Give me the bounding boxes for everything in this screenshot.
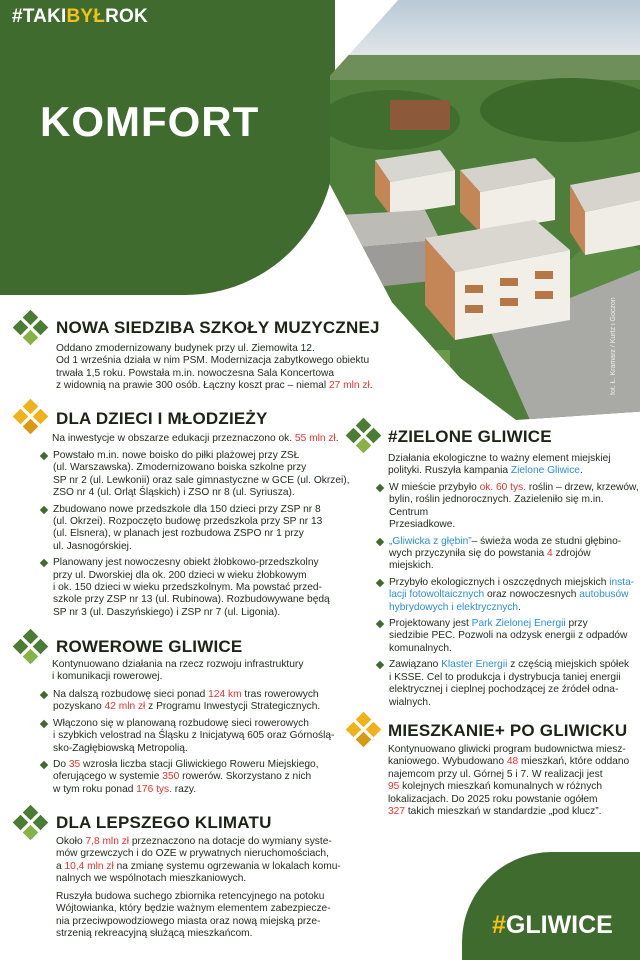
list-item: Na dalszą rozbudowę sieci ponad 124 km tras rowerowych pozyskano 42 mln zł z Programu Inwestycji Strategicznych.	[40, 689, 360, 714]
list-item: Zawiązano Klaster Energii z częścią miejskich spółek i KSSE. Cel to produkcja i dystrybucja taniej energii elektrycznej i cieplnej pochodzącej ze źródeł odna- wialnych.	[376, 659, 640, 709]
diamond-cluster-icon	[14, 400, 48, 434]
list-rowerowe	[40, 689, 360, 800]
list-item: Przybyło ekologicznych i oszczędnych miejskich insta- lacji fotowoltaicznych oraz nowoczesnych autobusów hybrydowych i elektrycznych.	[376, 577, 640, 614]
heading-zielone-gliwice: #ZIELONE GLIWICE	[388, 427, 552, 446]
hashtag-gliwice: #GLIWICE	[492, 911, 613, 939]
text-mieszkanie: Kontynuowano gliwicki program budownictwa miesz- kaniowego. Wybudowano 48 mieszkań, które oddano najemcom przy ul. Górnej 5 i 7. W realizacji jest 95 kolejnych mieszkań komunalnych w różnych lokalizacjach. Do 2025 roku powstanie ogółem 327 takich mieszkań w standardzie „pod klucz”.	[388, 744, 630, 818]
footer-panel	[462, 852, 640, 960]
heading-dzieci-mlodziez: DLA DZIECI I MŁODZIEŻY	[56, 409, 268, 428]
list-item: Włączono się w planowaną rozbudowę sieci rowerowych i szybkich velostrad na Śląsku z Inicjatywą 605 oraz Górnoślą- sko-Zagłębiowską Metropolią.	[40, 718, 360, 755]
list-item: W mieście przybyło ok. 60 tys. roślin – drzew, krzewów, bylin, roślin jednorocznych. Zazieleniło się m.in. Centrum Przesiadkowe.	[376, 482, 640, 532]
list-item: Do 35 wzrosła liczba stacji Gliwickiego Roweru Miejskiego, oferującego w systemie 350 rowerów. Skorzystano z nich w tym roku ponad 176 tys. razy.	[40, 759, 360, 796]
list-item: Planowany jest nowoczesny obiekt żłobkowo-przedszkolny przy ul. Dworskiej dla ok. 200 dzieci w wieku żłobkowym i ok. 150 dzieci w wieku przedszkolnym. Ma powstać przed- szkole przy ZSP nr 13 (ul. Rubinowa). Rozbudowywane będą SP nr 3 (ul. Daszyńskiego) i ZSP nr 7 (ul. Ligonia).	[40, 557, 360, 619]
list-dzieci	[40, 450, 360, 623]
diamond-cluster-icon	[14, 806, 48, 840]
list-item: Projektowany jest Park Zielonej Energii przy siedzibie PEC. Pozwoli na odzysk energii z odpadów komunalnych.	[376, 618, 640, 655]
photo-credit: fot. Ł. Kramarz / Kurtz i Goczon	[610, 297, 617, 395]
hashtag-taki-byl-rok: #TAKIBYŁROK	[12, 6, 148, 27]
diamond-cluster-icon	[14, 311, 48, 345]
header-panel	[0, 0, 335, 295]
text-klimat-p1: Około 7,8 mln zł przeznaczono na dotacje do wymiany syste- mów grzewczych i do OZE w prywatnych nieruchomościach, a 10,4 mln zł na zmianę systemu ogrzewania w lokalach komu- nalnych we wspólnotach mieszkaniowych.	[56, 836, 341, 885]
diamond-cluster-icon	[14, 630, 48, 664]
text-zielone-intro: Działania ekologiczne to ważny element miejskiej polityki. Ruszyła kampania Zielone Gliwice.	[388, 453, 611, 477]
diamond-cluster-icon	[347, 713, 381, 747]
text-rowerowe-intro: Kontynuowano działania na rzecz rozwoju infrastruktury i komunikacji rowerowej.	[52, 659, 304, 683]
heading-szkola-muzyczna: NOWA SIEDZIBA SZKOŁY MUZYCZNEJ	[56, 318, 380, 337]
list-item: Powstało m.in. nowe boisko do piłki plażowej przy ZSŁ (ul. Warszawska). Zmodernizowano boiska szkolne przy SP nr 2 (ul. Lewkonii) oraz sale gimnastyczne w GCE (ul. Okrzei), ZSO nr 4 (ul. Orląt Śląskich) i ZSO nr 8 (ul. Syriusza).	[40, 450, 360, 500]
list-item: Zbudowano nowe przedszkole dla 150 dzieci przy ZSP nr 8 (ul. Okrzei). Rozpoczęto budowę przedszkola przy SP nr 13 (ul. Elsnera), w planach jest rozbudowa ZSPO nr 1 przy ul. Jasnogórskiej.	[40, 504, 360, 554]
page-title: KOMFORT	[40, 98, 260, 145]
diamond-cluster-icon	[347, 419, 381, 453]
heading-rowerowe-gliwice: ROWEROWE GLIWICE	[56, 637, 243, 656]
list-item: „Gliwicka z głębin”– świeża woda ze studni głębino- wych przyczyniła się do powstania 4 zdrojów miejskich.	[376, 536, 640, 573]
text-klimat-p2: Ruszyła budowa suchego zbiornika retencyjnego na potoku Wójtowianka, który będzie ważnym elementem zabezpiecze- nia przeciwpowodziowego miasta oraz nową miejską prze- strzenią rekreacyjną służącą mieszkańcom.	[56, 891, 331, 940]
list-zielone	[376, 482, 640, 713]
text-szkola-muzyczna: Oddano zmodernizowany budynek przy ul. Ziemowita 12. Od 1 września działa w nim PSM. Modernizacja zabytkowego obiektu trwała 1,5 roku. Powstała m.in. nowoczesna Sala Koncertowa z widownią na prawie 300 osób. Łączny koszt prac – niemal 27 mln zł.	[56, 343, 373, 392]
heading-mieszkanie-plus: MIESZKANIE+ PO GLIWICKU	[388, 721, 628, 740]
heading-lepszy-klimat: DLA LEPSZEGO KLIMATU	[56, 813, 272, 832]
text-dzieci-intro: Na inwestycje w obszarze edukacji przeznaczono ok. 55 mln zł.	[52, 433, 339, 444]
